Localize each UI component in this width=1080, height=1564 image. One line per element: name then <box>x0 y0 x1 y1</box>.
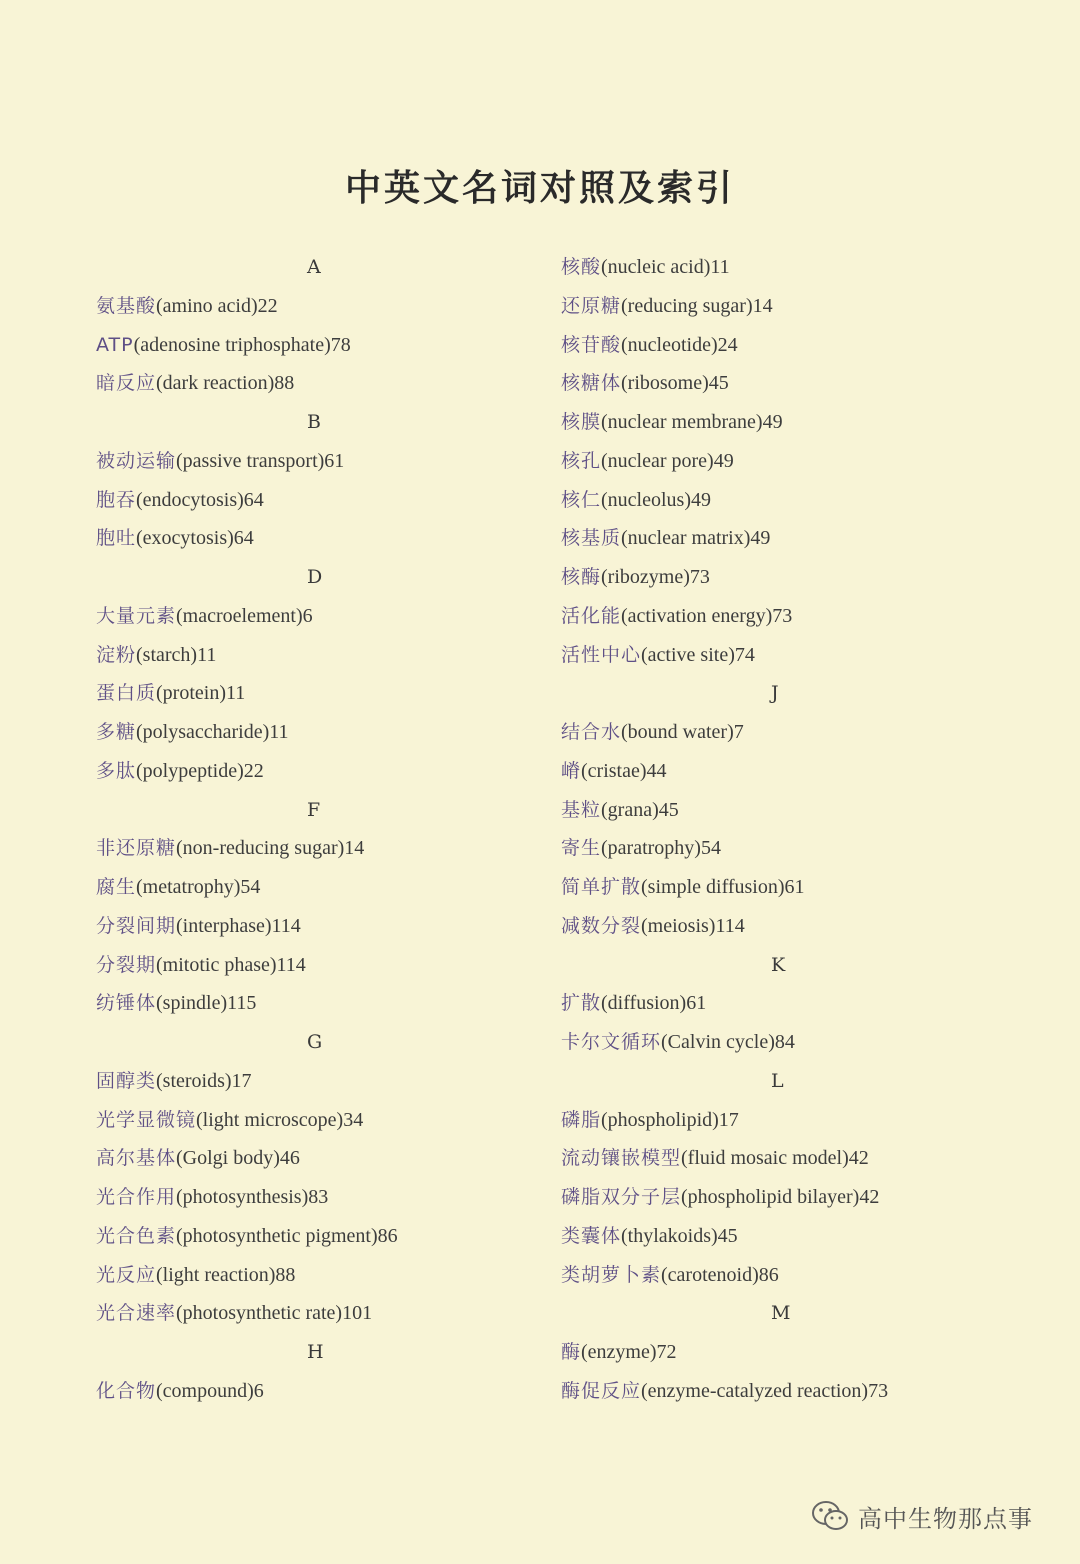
index-entry <box>561 1023 1001 1062</box>
index-entry <box>561 519 1001 558</box>
english-term-page: (amino acid)22 <box>156 294 278 317</box>
chinese-term: 被动运输 <box>96 449 177 472</box>
chinese-term: 类囊体 <box>561 1224 622 1247</box>
chinese-term: 光反应 <box>96 1263 157 1286</box>
english-term-page: (meiosis)114 <box>641 914 745 937</box>
english-term-page: (spindle)115 <box>156 992 257 1015</box>
index-entry <box>96 1178 536 1217</box>
chinese-term: 酶促反应 <box>561 1379 642 1402</box>
chinese-term: ATP <box>96 333 134 356</box>
english-term-page: (steroids)17 <box>156 1069 252 1092</box>
section-letter: M <box>771 1302 791 1325</box>
chinese-term: 氨基酸 <box>96 294 157 317</box>
index-entry <box>561 868 1001 907</box>
english-term-page: (interphase)114 <box>176 914 301 937</box>
english-term-page: (phospholipid bilayer)42 <box>681 1186 880 1208</box>
section-letter: L <box>771 1069 784 1092</box>
chinese-term: 酶 <box>561 1341 582 1363</box>
chinese-term: 胞吐 <box>96 527 137 550</box>
chinese-term: 蛋白质 <box>96 682 157 705</box>
index-entry <box>96 674 536 713</box>
index-entry <box>561 597 1001 636</box>
english-term-page: (enzyme-catalyzed reaction)73 <box>641 1379 889 1402</box>
index-entry <box>561 752 1001 791</box>
section-letter: K <box>771 953 786 976</box>
english-term-page: (exocytosis)64 <box>136 527 254 550</box>
english-term-page: (ribosome)45 <box>621 372 729 395</box>
english-term-page: (simple diffusion)61 <box>641 876 805 898</box>
section-letter: J <box>771 682 779 705</box>
english-term-page: (nuclear matrix)49 <box>621 527 771 550</box>
english-term-page: (fluid mosaic model)42 <box>681 1147 869 1170</box>
english-term-page: (activation energy)73 <box>621 604 793 627</box>
english-term-page: (non-reducing sugar)14 <box>176 837 365 860</box>
english-term-page: (carotenoid)86 <box>661 1263 779 1286</box>
index-entry <box>96 1294 536 1333</box>
english-term-page: (enzyme)72 <box>581 1341 677 1363</box>
index-entry <box>561 364 1001 403</box>
chinese-term: 基粒 <box>561 798 602 821</box>
english-term-page: (paratrophy)54 <box>601 837 721 860</box>
index-entry <box>561 713 1001 752</box>
index-entry <box>96 1139 536 1178</box>
chinese-term: 减数分裂 <box>561 914 642 937</box>
section-letter: G <box>307 1031 323 1053</box>
chinese-term: 化合物 <box>96 1379 157 1402</box>
chinese-term: 核苷酸 <box>561 333 622 356</box>
index-entry <box>96 1256 536 1295</box>
index-entry <box>96 326 536 365</box>
index-entry <box>96 868 536 907</box>
chinese-term: 光合速率 <box>96 1302 177 1325</box>
english-term-page: (endocytosis)64 <box>136 488 264 511</box>
chinese-term: 多糖 <box>96 721 137 743</box>
english-term-page: (starch)11 <box>136 643 217 666</box>
english-term-page: (metatrophy)54 <box>136 876 261 898</box>
chinese-term: 核仁 <box>561 488 602 511</box>
chinese-term: 光合作用 <box>96 1186 177 1208</box>
section-letter: F <box>307 798 321 821</box>
section-letter: H <box>307 1341 324 1363</box>
chinese-term: 流动镶嵌模型 <box>561 1147 682 1170</box>
chinese-term: 结合水 <box>561 721 622 743</box>
index-entry <box>561 829 1001 868</box>
chinese-term: 腐生 <box>96 876 137 898</box>
chinese-term: 分裂期 <box>96 953 157 976</box>
chinese-term: 活化能 <box>561 604 622 627</box>
index-entry <box>561 1333 1001 1372</box>
index-entry <box>96 636 536 675</box>
english-term-page: (grana)45 <box>601 798 679 821</box>
english-term-page: (diffusion)61 <box>601 992 707 1015</box>
index-entry <box>96 1372 536 1411</box>
english-term-page: (thylakoids)45 <box>621 1224 738 1247</box>
chinese-term: 核基质 <box>561 527 622 550</box>
index-entry <box>96 1217 536 1256</box>
index-entry <box>561 984 1001 1023</box>
english-term-page: (Calvin cycle)84 <box>661 1031 795 1053</box>
english-term-page: (polysaccharide)11 <box>136 721 289 743</box>
index-entry <box>561 1256 1001 1295</box>
english-term-page: (polypeptide)22 <box>136 759 264 782</box>
english-term-page: (light microscope)34 <box>196 1108 364 1131</box>
chinese-term: 核膜 <box>561 411 602 433</box>
index-entry <box>561 1139 1001 1178</box>
index-column-right <box>561 248 1001 1411</box>
chinese-term: 光合色素 <box>96 1224 177 1247</box>
index-entry <box>96 829 536 868</box>
chinese-term: 光学显微镜 <box>96 1108 197 1131</box>
index-entry <box>96 364 536 403</box>
english-term-page: (active site)74 <box>641 643 755 666</box>
english-term-page: (Golgi body)46 <box>176 1147 300 1170</box>
chinese-term: 寄生 <box>561 837 602 860</box>
chinese-term: 磷脂 <box>561 1108 602 1131</box>
chinese-term: 类胡萝卜素 <box>561 1263 662 1286</box>
index-entry <box>561 403 1001 442</box>
index-entry <box>96 442 536 481</box>
index-entry <box>96 1062 536 1101</box>
index-entry <box>96 984 536 1023</box>
english-term-page: (adenosine triphosphate)78 <box>133 333 351 356</box>
chinese-term: 扩散 <box>561 992 602 1015</box>
index-entry <box>561 248 1001 287</box>
index-entry <box>561 326 1001 365</box>
english-term-page: (photosynthetic pigment)86 <box>176 1224 398 1247</box>
english-term-page: (mitotic phase)114 <box>156 953 306 976</box>
page-title: 中英文名词对照及索引 <box>344 168 735 209</box>
chinese-term: 核孔 <box>561 449 602 472</box>
index-entry <box>96 713 536 752</box>
chinese-term: 非还原糖 <box>96 837 177 860</box>
english-term-page: (dark reaction)88 <box>156 372 295 395</box>
english-term-page: (light reaction)88 <box>156 1263 296 1286</box>
index-entry <box>561 481 1001 520</box>
english-term-page: (ribozyme)73 <box>601 566 710 588</box>
index-entry <box>561 907 1001 946</box>
chinese-term: 高尔基体 <box>96 1147 177 1170</box>
chinese-term: 核酸 <box>561 256 602 278</box>
index-entry <box>96 946 536 985</box>
index-entry <box>96 907 536 946</box>
chinese-term: 胞吞 <box>96 488 137 511</box>
chinese-term: 核酶 <box>561 566 602 588</box>
english-term-page: (cristae)44 <box>581 759 667 782</box>
wechat-icon <box>810 1496 850 1536</box>
chinese-term: 还原糖 <box>561 294 622 317</box>
chinese-term: 简单扩散 <box>561 876 642 898</box>
english-term-page: (bound water)7 <box>621 721 744 743</box>
english-term-page: (photosynthesis)83 <box>176 1186 329 1208</box>
index-entry <box>561 442 1001 481</box>
index-entry <box>96 597 536 636</box>
section-letter: A <box>307 256 321 278</box>
index-entry <box>561 1217 1001 1256</box>
english-term-page: (protein)11 <box>156 682 246 705</box>
chinese-term: 大量元素 <box>96 604 177 627</box>
english-term-page: (phospholipid)17 <box>601 1108 739 1131</box>
index-entry <box>561 1372 1001 1411</box>
english-term-page: (reducing sugar)14 <box>621 294 773 317</box>
english-term-page: (compound)6 <box>156 1379 264 1402</box>
english-term-page: (passive transport)61 <box>176 449 345 472</box>
index-entry <box>561 558 1001 597</box>
english-term-page: (photosynthetic rate)101 <box>176 1302 373 1325</box>
chinese-term: 暗反应 <box>96 372 157 395</box>
chinese-term: 固醇类 <box>96 1069 157 1092</box>
index-entry <box>96 752 536 791</box>
index-entry <box>96 1101 536 1140</box>
english-term-page: (nuclear membrane)49 <box>601 411 783 433</box>
chinese-term: 淀粉 <box>96 643 137 666</box>
english-term-page: (nuclear pore)49 <box>601 449 734 472</box>
watermark-text: 高中生物那点事 <box>858 1504 1033 1533</box>
index-entry <box>561 791 1001 830</box>
section-letter: D <box>307 566 323 588</box>
chinese-term: 卡尔文循环 <box>561 1031 662 1053</box>
english-term-page: (nucleolus)49 <box>601 488 711 511</box>
index-entry <box>561 1178 1001 1217</box>
chinese-term: 分裂间期 <box>96 914 177 937</box>
index-entry <box>96 519 536 558</box>
chinese-term: 活性中心 <box>561 643 642 666</box>
watermark <box>810 1496 1033 1536</box>
index-entry <box>96 481 536 520</box>
chinese-term: 磷脂双分子层 <box>561 1186 682 1208</box>
section-letter: B <box>307 411 321 433</box>
index-entry <box>561 636 1001 675</box>
index-entry <box>96 287 536 326</box>
chinese-term: 纺锤体 <box>96 992 157 1015</box>
english-term-page: (nucleotide)24 <box>621 333 738 356</box>
chinese-term: 嵴 <box>561 759 582 782</box>
english-term-page: (macroelement)6 <box>176 604 313 627</box>
english-term-page: (nucleic acid)11 <box>601 256 730 278</box>
index-entry <box>561 1101 1001 1140</box>
chinese-term: 多肽 <box>96 759 137 782</box>
index-entry <box>561 287 1001 326</box>
chinese-term: 核糖体 <box>561 372 622 395</box>
index-column-left <box>96 248 536 1411</box>
